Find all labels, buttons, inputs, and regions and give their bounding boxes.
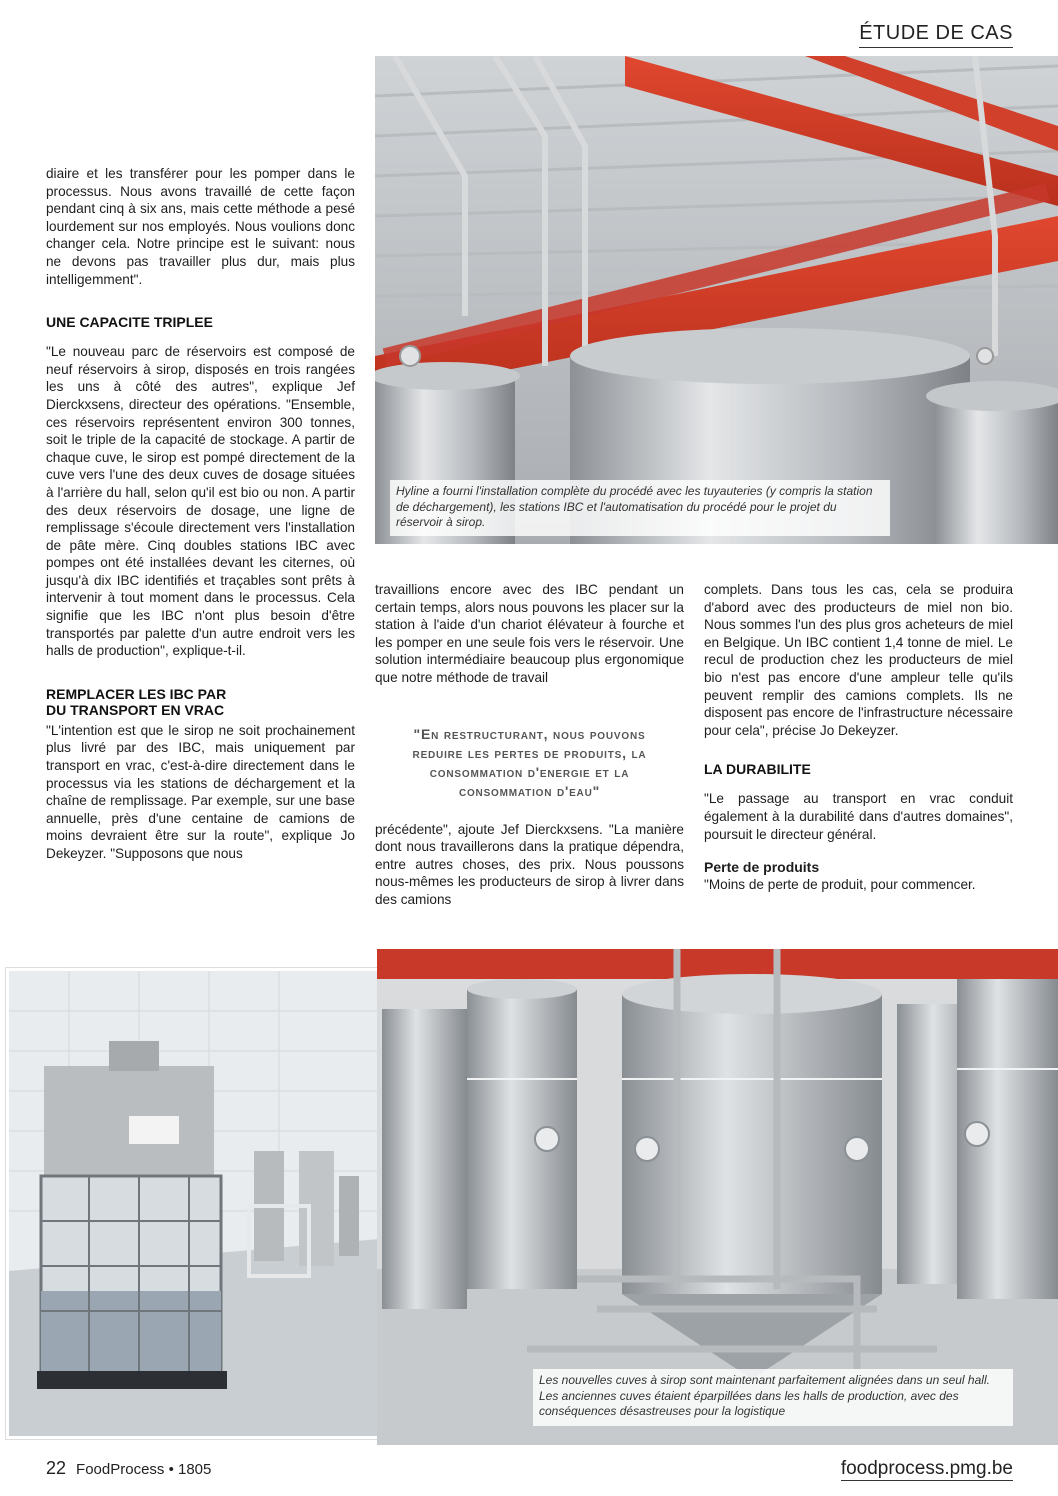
column-1 [46,165,355,863]
paragraph: "Le nouveau parc de réservoirs est composé de neuf réservoirs à sirop, disposés en trois rangées les uns à côté des autres", explique Jef Dierckxsens, directeur des opérations. "Ensemble, ces réservoirs représentent environ 300 tonnes, soit le triple de la capacité de stockage. A partir de chaque cuve, le sirop est pompé directement de la cuve vers l'une des deux cuves de dosage situées à l'arrière du hall, selon qu'il est bio ou non. A partir des deux réservoirs de dosage, une ligne de remplissage s'écoule directement vers l'installation de pâte mère. Cinq doubles stations IBC avec pompes ont été installées devant les citernes, où jusqu'à dix IBC identifiés et traçables sont prêts à intervenir à tout moment dans le processus. Cela signifie que les IBC n'ont plus besoin d'être transportés par palette d'un autre endroit vers les halls de production", explique-t-il. [46,344,355,659]
section-tag: ÉTUDE DE CAS [859,22,1013,48]
footer-url[interactable]: foodprocess.pmg.be [840,1458,1013,1479]
heading-line: REMPLACER LES IBC PAR [46,685,227,702]
page-number: 22 [46,1458,67,1478]
paragraph: "Moins de perte de produit, pour commencer. [704,877,976,893]
heading-durabilite: LA DURABILITE [704,761,811,778]
subheading-perte-produits: Perte de produits [704,859,820,876]
heading-capacite-triplee: UNE CAPACITE TRIPLEE [46,314,213,331]
photo-tank-hall-pipes [375,56,1058,544]
column-3 [704,581,1013,894]
pull-quote: "En restructurant, nous pouvons reduire les pertes de produits, la consommation d'energie et la consommation d'eau" [412,725,647,799]
heading-remplacer-ibc [46,686,355,718]
caption-top-photo: Hyline a fourni l'installation complète du procédé avec les tuyauteries (y compris la station de déchargement), les stations IBC et l'automatisation du procédé pour le projet du réservoir à sirop. [390,480,890,536]
paragraph: complets. Dans tous les cas, cela se produira d'abord avec des producteurs de miel non bio. Nous sommes l'un des plus gros acheteurs de miel en Belgique. Un IBC contient 1,4 tonne de miel. Le recul de production chez les producteurs de miel bio n'est pas encore d'une ampleur telle qu'ils peuvent remplir des camions complets. Ils ne disposent pas encore de l'infrastructure nécessaire pour cela", précise Jo Dekeyzer. [704,582,1013,738]
heading-line: DU TRANSPORT EN VRAC [46,701,225,718]
paragraph: "L'intention est que le sirop ne soit prochainement plus livré par des IBC, mais uniquement par transport en vrac, c'est-à-dire directement dans le processus via les stations de déchargement et la chaîne de remplissage. Par exemple, sur une base annuelle, près d'une centaine de camions de moins devraient être sur la route", explique Jo Dekeyzer. "Supposons que nous [46,722,355,861]
magazine-issue: FoodProcess • 1805 [76,1461,212,1478]
paragraph: précédente", ajoute Jef Dierckxsens. "La manière dont nous travaillerons dans la pratique dépendra, entre autres choses, des prix. Nous poussons nous-mêmes les producteurs de sirop à livrer dans des camions [375,821,684,907]
paragraph: diaire et les transférer pour les pomper dans le processus. Nous avons travaillé de cette façon pendant cinq à six ans, mais cette méthode a pesé lourdement sur nos employés. Nous voulions donc changer cela. Notre principe est le suivant: nous ne devons pas travailler plus dur, mais plus intelligemment". [46,166,355,287]
photo-illustration-tanks-red-beams [375,56,1058,544]
photo-aligned-syrup-tanks [377,949,1058,1445]
paragraph: travaillions encore avec des IBC pendant un certain temps, alors nous pouvons les placer sur la station à l'aide d'un chariot élévateur à fourche et les pomper en une seule fois vers le réservoir. Une solution intermédiaire beaucoup plus ergonomique que notre méthode de travail [375,582,684,685]
footer-left [46,1458,211,1479]
paragraph: "Le passage au transport en vrac conduit également à la durabilité dans d'autres domaines", poursuit le directeur général. [704,791,1013,842]
column-2 [375,581,684,909]
caption-bottom-photo: Les nouvelles cuves à sirop sont maintenant parfaitement alignées dans un seul hall. Les anciennes cuves étaient éparpillées dans les halls de production, avec des conséquences désastreuses pour la logistique [533,1369,1013,1426]
